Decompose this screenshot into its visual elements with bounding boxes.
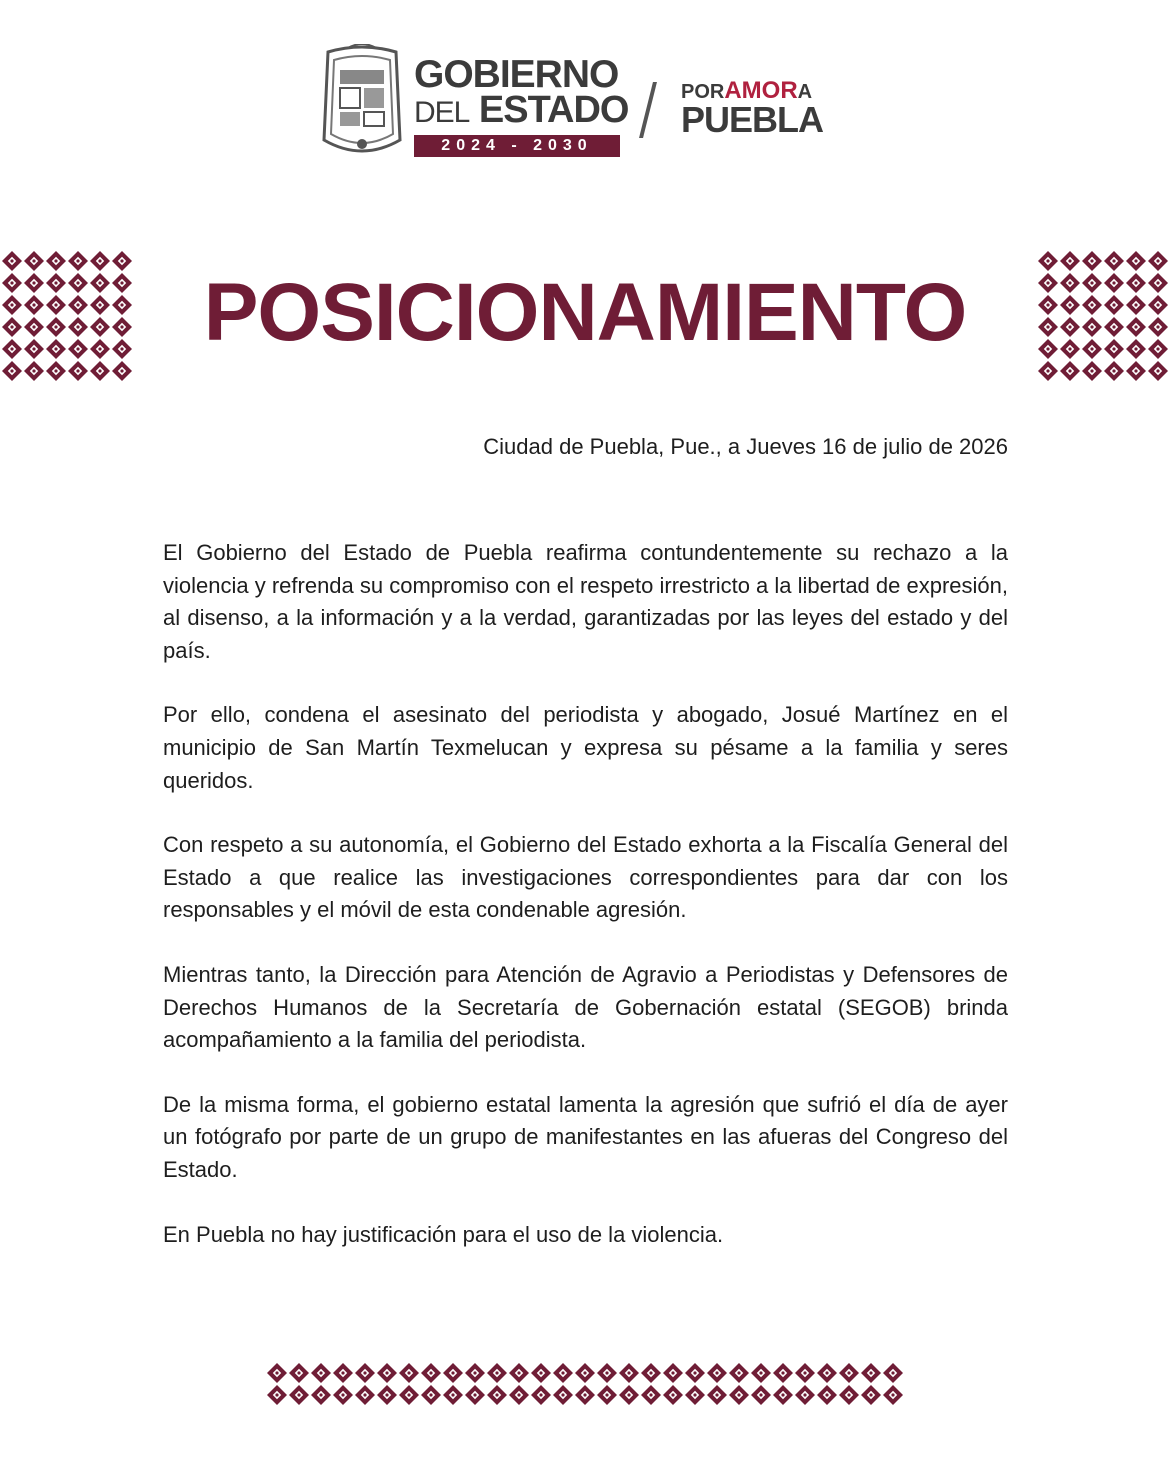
ornament-motif [46,339,66,359]
ornament-motif [883,1385,903,1405]
ornament-motif [641,1385,661,1405]
ornament-motif [487,1385,507,1405]
ornament-motif [1082,339,1102,359]
ornament-motif [90,317,110,337]
ornament-motif [2,273,22,293]
ornament-motif [1104,361,1124,381]
ornament-motif [1104,251,1124,271]
ornament-pattern-right [1036,250,1170,382]
ornament-motif [311,1363,331,1383]
ornament-motif [90,251,110,271]
ornament-motif [289,1385,309,1405]
ornament-motif [2,361,22,381]
ornament-motif [531,1385,551,1405]
ornament-motif [795,1363,815,1383]
ornament-motif [399,1385,419,1405]
ornament-motif [46,317,66,337]
ornament-motif [1148,273,1168,293]
ornament-motif [1104,295,1124,315]
ornament-motif [267,1363,287,1383]
ornament-motif [1060,273,1080,293]
ornament-motif [531,1363,551,1383]
ornament-motif [883,1363,903,1383]
ornament-motif [641,1363,661,1383]
ornament-motif [1038,273,1058,293]
ornament-motif [1148,317,1168,337]
ornament-motif [795,1385,815,1405]
ornament-motif [399,1363,419,1383]
ornament-motif [751,1385,771,1405]
ornament-motif [1038,295,1058,315]
ornament-motif [1060,361,1080,381]
ornament-motif [1126,295,1146,315]
ornament-motif [1104,273,1124,293]
ornament-motif [68,273,88,293]
ornament-motif [1038,317,1058,337]
ornament-motif [1060,339,1080,359]
ornament-motif [443,1363,463,1383]
ornament-motif [1082,317,1102,337]
document-body [163,537,1008,1283]
ornament-motif [311,1385,331,1405]
ornament-motif [773,1363,793,1383]
logo-line2 [414,89,629,131]
ornament-motif [1060,295,1080,315]
ornament-motif [112,273,132,293]
ornament-motif [421,1385,441,1405]
ornament-motif [1126,251,1146,271]
ornament-motif [2,251,22,271]
ornament-motif [2,317,22,337]
ornament-motif [46,295,66,315]
ornament-motif [685,1385,705,1405]
ornament-motif [1038,251,1058,271]
logo-del: DEL [414,96,470,129]
slogan-amor: AMOR [724,77,798,104]
ornament-motif [663,1363,683,1383]
document-title: POSICIONAMIENTO [203,267,967,358]
ornament-motif [663,1385,683,1405]
ornament-motif [2,339,22,359]
ornament-motif [685,1363,705,1383]
slogan-por: POR [681,81,725,103]
ornament-motif [112,361,132,381]
ornament-motif [46,273,66,293]
ornament-motif [2,295,22,315]
ornament-motif [1126,339,1146,359]
ornament-motif [509,1363,529,1383]
ornament-motif [1126,273,1146,293]
ornament-motif [707,1385,727,1405]
ornament-motif [1104,317,1124,337]
ornament-motif [1082,273,1102,293]
ornament-motif [1082,295,1102,315]
ornament-motif [267,1385,287,1405]
logo-years: 2024 - 2030 [414,135,620,157]
ornament-motif [377,1363,397,1383]
ornament-motif [839,1363,859,1383]
ornament-motif [1148,295,1168,315]
ornament-motif [553,1363,573,1383]
ornament-motif [1082,251,1102,271]
ornament-motif [817,1363,837,1383]
ornament-motif [90,295,110,315]
ornament-motif [112,317,132,337]
paragraph: De la misma forma, el gobierno estatal lamenta la agresión que sufrió el día de ayer un fotógrafo por parte de un grupo de manifestantes en las afueras del Congreso del Estado. [163,1091,1008,1182]
ornament-motif [112,295,132,315]
paragraph: Mientras tanto, la Dirección para Atención de Agravio a Periodistas y Defensores de Derechos Humanos de la Secretaría de Gobernación estatal (SEGOB) brinda acompañamiento a la familia del periodista. [163,961,1008,1053]
ornament-motif [24,251,44,271]
ornament-motif [112,339,132,359]
ornament-motif [90,361,110,381]
ornament-motif [355,1363,375,1383]
ornament-motif [1104,339,1124,359]
ornament-motif [619,1385,639,1405]
ornament-motif [68,317,88,337]
ornament-motif [24,295,44,315]
ornament-motif [333,1385,353,1405]
ornament-motif [112,251,132,271]
ornament-motif [46,251,66,271]
ornament-motif [421,1363,441,1383]
state-crest-icon [318,44,406,160]
ornament-motif [1148,251,1168,271]
ornament-motif [707,1363,727,1383]
ornament-motif [465,1385,485,1405]
ornament-motif [46,361,66,381]
ornament-motif [773,1385,793,1405]
ornament-motif [377,1385,397,1405]
ornament-motif [487,1363,507,1383]
ornament-motif [333,1363,353,1383]
ornament-motif [1060,317,1080,337]
ornament-motif [24,317,44,337]
header-logos [318,44,858,160]
ornament-motif [839,1385,859,1405]
ornament-motif [817,1385,837,1405]
ornament-motif [509,1385,529,1405]
ornament-motif [1148,339,1168,359]
ornament-motif [465,1363,485,1383]
ornament-motif [861,1385,881,1405]
ornament-motif [1060,251,1080,271]
ornament-motif [1126,361,1146,381]
ornament-motif [575,1363,595,1383]
ornament-motif [68,361,88,381]
document-date: Ciudad de Puebla, Pue., a Jueves 16 de julio de 2026 [483,434,1008,459]
slogan-logo [681,77,861,140]
ornament-motif [443,1385,463,1405]
slogan-puebla: PUEBLA [681,99,824,140]
ornament-motif [597,1363,617,1383]
ornament-motif [1082,361,1102,381]
ornament-pattern-bottom [264,1360,906,1408]
ornament-motif [1038,361,1058,381]
ornament-motif [1038,339,1058,359]
gobierno-logo [414,53,629,157]
ornament-motif [751,1363,771,1383]
logo-estado: ESTADO [478,89,629,131]
ornament-motif [1126,317,1146,337]
ornament-motif [575,1385,595,1405]
ornament-motif [553,1385,573,1405]
ornament-motif [24,273,44,293]
paragraph: El Gobierno del Estado de Puebla reafirma contundentemente su rechazo a la violencia y refrenda su compromiso con el respeto irrestricto a la libertad de expresión, al disenso, a la información y a la verdad, garantizadas por las leyes del estado y del país. [163,540,1008,663]
ornament-motif [597,1385,617,1405]
ornament-motif [619,1363,639,1383]
ornament-motif [24,361,44,381]
ornament-motif [289,1363,309,1383]
paragraph: En Puebla no hay justificación para el uso de la violencia. [163,1221,724,1247]
ornament-motif [1148,361,1168,381]
ornament-motif [90,339,110,359]
ornament-motif [729,1363,749,1383]
ornament-pattern-left [0,250,134,382]
paragraph: Con respeto a su autonomía, el Gobierno del Estado exhorta a la Fiscalía General del Estado a que realice las investigaciones correspondientes para dar con los responsables y el móvil de esta condenable agresión. [163,832,1008,923]
logo-line1: GOBIERNO [414,53,619,96]
slogan-a: A [797,81,813,103]
ornament-motif [729,1385,749,1405]
ornament-motif [90,273,110,293]
ornament-motif [355,1385,375,1405]
paragraph: Por ello, condena el asesinato del periodista y abogado, Josué Martínez en el municipio de San Martín Texmelucan y expresa su pésame a la familia y seres queridos. [163,702,1008,793]
ornament-motif [68,339,88,359]
ornament-motif [24,339,44,359]
ornament-motif [861,1363,881,1383]
ornament-motif [68,295,88,315]
logo-divider [639,82,657,138]
ornament-motif [68,251,88,271]
